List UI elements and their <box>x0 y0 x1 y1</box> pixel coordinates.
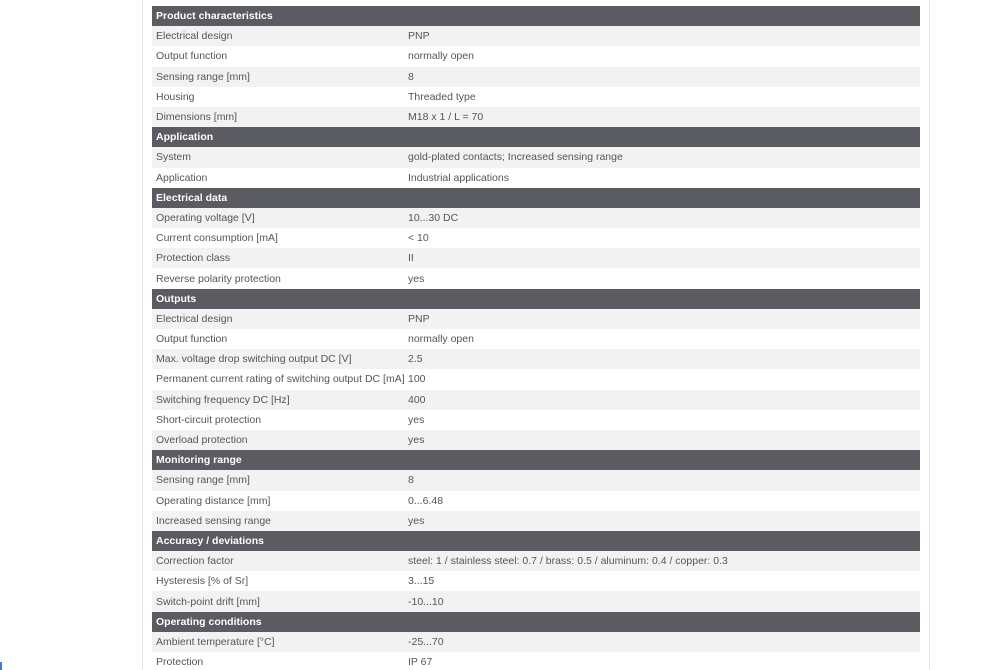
spec-label: Operating voltage [V] <box>156 211 255 224</box>
spec-row <box>152 349 920 369</box>
spec-value: 3...15 <box>408 575 435 588</box>
section-header <box>152 127 920 147</box>
section-title: Monitoring range <box>156 454 242 467</box>
spec-label: Operating distance [mm] <box>156 494 271 507</box>
spec-label: Electrical design <box>156 312 233 325</box>
spec-label: Dimensions [mm] <box>156 111 238 124</box>
spec-row <box>152 390 920 410</box>
spec-row <box>152 369 920 389</box>
spec-row <box>152 470 920 490</box>
spec-value: steel: 1 / stainless steel: 0.7 / brass: 0.5 / aluminum: 0.4 / copper: 0.3 <box>408 555 728 568</box>
section-title: Product characteristics <box>156 10 273 23</box>
spec-row <box>152 87 920 107</box>
section-title: Operating conditions <box>156 615 262 628</box>
spec-row <box>152 491 920 511</box>
spec-label: Protection <box>156 656 204 669</box>
spec-row <box>152 511 920 531</box>
spec-label: Electrical design <box>156 30 233 43</box>
spec-row <box>152 228 920 248</box>
spec-label: Permanent current rating of switching output DC [mA] <box>156 373 405 386</box>
spec-row <box>152 46 920 66</box>
spec-value: 8 <box>408 70 414 83</box>
spec-label: Output function <box>156 50 228 63</box>
spec-label: Housing <box>156 90 195 103</box>
spec-value: M18 x 1 / L = 70 <box>408 111 484 124</box>
spec-value: yes <box>408 413 425 426</box>
spec-label: Short-circuit protection <box>156 413 262 426</box>
spec-row <box>152 67 920 87</box>
spec-label: Sensing range [mm] <box>156 70 250 83</box>
spec-value: < 10 <box>408 232 429 245</box>
spec-value: II <box>408 252 414 265</box>
section-title: Accuracy / deviations <box>156 534 264 547</box>
section-header <box>152 612 920 632</box>
spec-row <box>152 571 920 591</box>
spec-label: Correction factor <box>156 555 234 568</box>
spec-label: System <box>156 151 192 164</box>
spec-row <box>152 430 920 450</box>
spec-row <box>152 551 920 571</box>
spec-value: yes <box>408 434 425 447</box>
content-panel <box>142 0 930 670</box>
spec-label: Reverse polarity protection <box>156 272 281 285</box>
section-header <box>152 450 920 470</box>
spec-table <box>152 6 920 670</box>
spec-label: Switch-point drift [mm] <box>156 595 260 608</box>
spec-label: Ambient temperature [°C] <box>156 635 275 648</box>
spec-value: normally open <box>408 50 474 63</box>
spec-value: 100 <box>408 373 426 386</box>
spec-value: -10...10 <box>408 595 444 608</box>
spec-row <box>152 309 920 329</box>
spec-value: 8 <box>408 474 414 487</box>
spec-label: Current consumption [mA] <box>156 232 278 245</box>
spec-label: Overload protection <box>156 434 248 447</box>
spec-label: Switching frequency DC [Hz] <box>156 393 290 406</box>
spec-value: 0...6.48 <box>408 494 444 507</box>
spec-value: Industrial applications <box>408 171 509 184</box>
spec-value: yes <box>408 272 425 285</box>
spec-row <box>152 268 920 288</box>
spec-value: gold-plated contacts; Increased sensing range <box>408 151 623 164</box>
section-header <box>152 188 920 208</box>
spec-row <box>152 168 920 188</box>
spec-label: Increased sensing range <box>156 514 271 527</box>
spec-label: Output function <box>156 333 228 346</box>
spec-label: Max. voltage drop switching output DC [V] <box>156 353 352 366</box>
spec-row <box>152 591 920 611</box>
spec-row <box>152 147 920 167</box>
spec-row <box>152 26 920 46</box>
spec-value: 400 <box>408 393 426 406</box>
spec-row <box>152 652 920 670</box>
spec-label: Application <box>156 171 208 184</box>
section-title: Outputs <box>156 292 197 305</box>
spec-value: IP 67 <box>408 656 433 669</box>
section-header <box>152 289 920 309</box>
spec-value: PNP <box>408 312 430 325</box>
section-header <box>152 531 920 551</box>
spec-row <box>152 410 920 430</box>
spec-label: Sensing range [mm] <box>156 474 250 487</box>
spec-value: yes <box>408 514 425 527</box>
section-header <box>152 6 920 26</box>
spec-row <box>152 632 920 652</box>
spec-row <box>152 208 920 228</box>
spec-label: Protection class <box>156 252 231 265</box>
spec-value: 2.5 <box>408 353 423 366</box>
spec-value: -25...70 <box>408 635 444 648</box>
spec-value: Threaded type <box>408 90 476 103</box>
spec-label: Hysteresis [% of Sr] <box>156 575 249 588</box>
spec-row <box>152 248 920 268</box>
spec-row <box>152 107 920 127</box>
spec-value: PNP <box>408 30 430 43</box>
spec-value: normally open <box>408 333 474 346</box>
section-title: Electrical data <box>156 191 228 204</box>
spec-row <box>152 329 920 349</box>
section-title: Application <box>156 131 214 144</box>
spec-value: 10...30 DC <box>408 211 459 224</box>
edge-marker <box>0 662 2 670</box>
